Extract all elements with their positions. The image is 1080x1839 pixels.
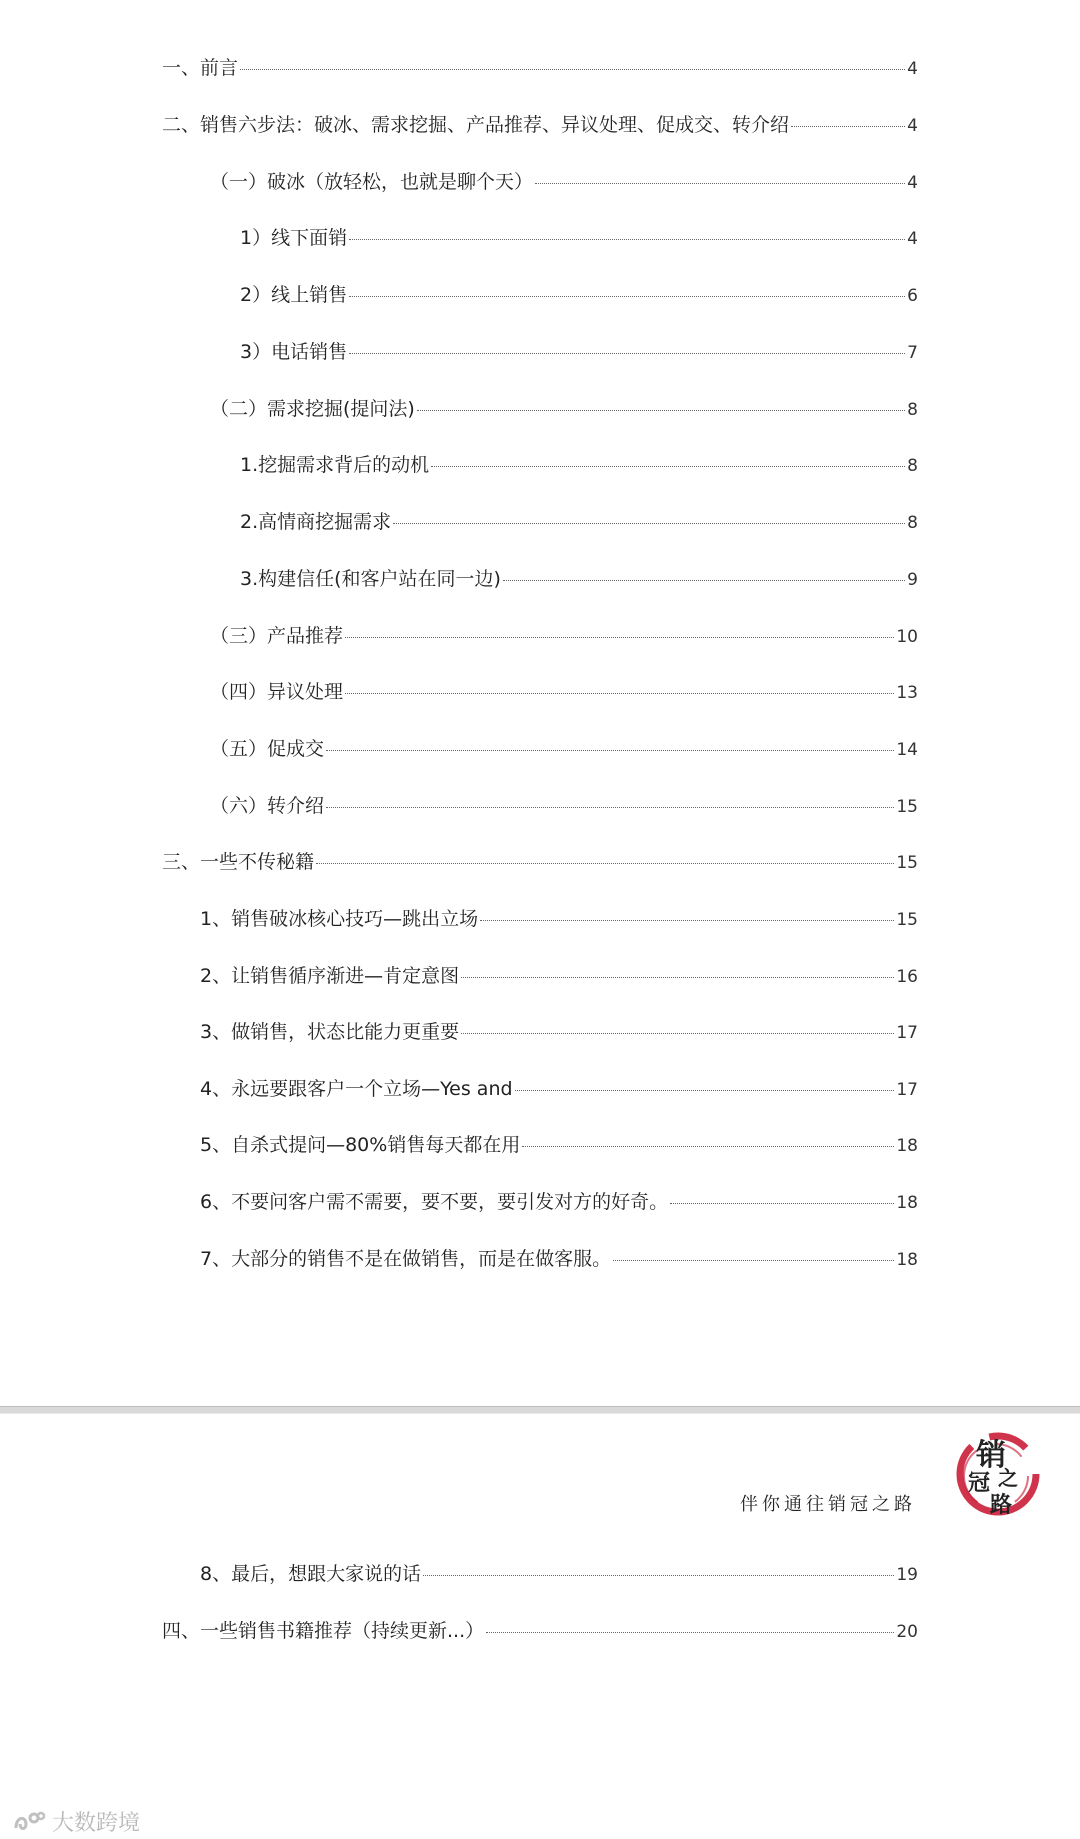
toc-entry-title: 1）线下面销 [240, 227, 348, 249]
toc-entry-page: 17 [896, 1080, 918, 1100]
toc-entry-page: 4 [907, 229, 918, 249]
toc-entry[interactable] [240, 340, 918, 365]
toc-entry[interactable] [240, 226, 918, 251]
toc-entry-title: （三）产品推荐 [210, 625, 344, 647]
logo-char: 路 [990, 1492, 1013, 1518]
toc-entry-title: 一、前言 [162, 57, 239, 79]
toc-entry-page: 18 [896, 1136, 918, 1156]
toc-entry-page: 13 [896, 683, 918, 703]
toc-entry-page: 4 [907, 59, 918, 79]
toc-entry-title: 2、让销售循序渐进—肯定意图 [200, 965, 460, 987]
toc-entry-page: 15 [896, 797, 918, 817]
toc-entry[interactable] [240, 510, 918, 535]
toc-entry-page: 18 [896, 1193, 918, 1213]
toc-entry-page: 19 [896, 1565, 918, 1585]
toc-entry-page: 15 [896, 853, 918, 873]
toc-entry[interactable] [200, 964, 918, 989]
toc-leader [417, 410, 905, 411]
toc-leader [393, 523, 905, 524]
toc-entry-page: 10 [896, 627, 918, 647]
toc-leader [349, 353, 905, 354]
toc-entry-title: 1.挖掘需求背后的动机 [240, 454, 430, 476]
toc-leader [345, 693, 894, 694]
toc-entry-title: （一）破冰（放轻松，也就是聊个天） [210, 171, 534, 193]
toc-leader [349, 296, 905, 297]
toc-entry[interactable] [210, 737, 918, 762]
toc-entry-page: 8 [907, 400, 918, 420]
toc-entry[interactable] [240, 567, 918, 592]
toc-entry-title: 7、大部分的销售不是在做销售，而是在做客服。 [200, 1248, 612, 1270]
toc-entry-page: 18 [896, 1250, 918, 1270]
toc-leader [345, 637, 894, 638]
toc-leader [670, 1203, 894, 1204]
toc-entry[interactable] [200, 1190, 918, 1215]
logo-char: 冠 [968, 1470, 991, 1496]
toc-entry-title: 三、一些不传秘籍 [162, 851, 315, 873]
toc-leader [326, 750, 894, 751]
toc-entry-page: 7 [907, 343, 918, 363]
toc-entry[interactable] [162, 56, 918, 81]
toc-entry-page: 16 [896, 967, 918, 987]
toc-entry-title: 5、自杀式提问—80%销售每天都在用 [200, 1134, 521, 1156]
toc-leader [480, 920, 894, 921]
toc-entry[interactable] [162, 113, 918, 138]
toc-entry-title: （四）异议处理 [210, 681, 344, 703]
toc-leader [326, 807, 894, 808]
toc-entry[interactable] [240, 283, 918, 308]
toc-entry[interactable] [200, 1077, 918, 1102]
watermark [12, 1806, 140, 1837]
toc-entry[interactable] [240, 453, 918, 478]
toc-entry-title: 3）电话销售 [240, 341, 348, 363]
toc-entry-title: （二）需求挖掘(提问法) [210, 398, 415, 420]
toc-entry-page: 8 [907, 513, 918, 533]
toc-entry-page: 6 [907, 286, 918, 306]
toc-entry-page: 15 [896, 910, 918, 930]
toc-leader [431, 466, 905, 467]
page-break [0, 1406, 1080, 1414]
toc-entry-page: 20 [896, 1622, 918, 1642]
logo-char: 之 [998, 1466, 1018, 1490]
toc-entry[interactable] [210, 624, 918, 649]
toc-leader [461, 1033, 894, 1034]
brand-logo [946, 1424, 1046, 1524]
toc-entry[interactable] [200, 1133, 918, 1158]
toc-entry[interactable] [200, 1247, 918, 1272]
toc-leader [522, 1146, 894, 1147]
toc-entry-page: 9 [907, 570, 918, 590]
toc-leader [535, 183, 905, 184]
toc-entry[interactable] [162, 1619, 918, 1644]
toc-leader [503, 580, 905, 581]
toc-entry-page: 14 [896, 740, 918, 760]
toc-leader [515, 1090, 895, 1091]
toc-entry-page: 8 [907, 456, 918, 476]
toc-entry[interactable] [200, 907, 918, 932]
toc-leader [423, 1575, 894, 1576]
watermark-text: 大数跨境 [52, 1811, 141, 1836]
toc-entry-title: 3.构建信任(和客户站在同一边) [240, 568, 501, 590]
toc-entry[interactable] [200, 1020, 918, 1045]
toc-entry-title: 2.高情商挖掘需求 [240, 511, 392, 533]
watermark-logo-icon [12, 1810, 46, 1834]
toc-leader [461, 977, 894, 978]
toc-entry[interactable] [200, 1562, 918, 1587]
toc-entry-page: 4 [907, 116, 918, 136]
toc-entry-title: 3、做销售，状态比能力更重要 [200, 1021, 460, 1043]
toc-entry[interactable] [210, 397, 918, 422]
toc-entry[interactable] [210, 680, 918, 705]
toc-entry-title: 2）线上销售 [240, 284, 348, 306]
toc-leader [240, 69, 905, 70]
toc-entry-page: 17 [896, 1023, 918, 1043]
toc-entry-title: 四、一些销售书籍推荐（持续更新...） [162, 1620, 485, 1642]
toc-entry-title: （五）促成交 [210, 738, 325, 760]
toc-entry-title: 6、不要问客户需不需要，要不要，要引发对方的好奇。 [200, 1191, 669, 1213]
toc-entry[interactable] [162, 850, 918, 875]
header-slogan: 伴你通往销冠之路 [740, 1494, 916, 1515]
toc-entry-title: 二、销售六步法：破冰、需求挖掘、产品推荐、异议处理、促成交、转介绍 [162, 114, 790, 136]
logo-char: 销 [976, 1438, 1006, 1473]
toc-entry-title: （六）转介绍 [210, 795, 325, 817]
toc-leader [613, 1260, 894, 1261]
toc-entry[interactable] [210, 170, 918, 195]
toc-leader [486, 1632, 894, 1633]
toc-entry-title: 4、永远要跟客户一个立场—Yes and [200, 1078, 513, 1100]
toc-entry-page: 4 [907, 173, 918, 193]
toc-entry-title: 8、最后，想跟大家说的话 [200, 1563, 422, 1585]
toc-entry[interactable] [210, 794, 918, 819]
toc-entry-title: 1、销售破冰核心技巧—跳出立场 [200, 908, 479, 930]
toc-leader [316, 863, 894, 864]
toc-leader [349, 239, 905, 240]
toc-leader [791, 126, 905, 127]
